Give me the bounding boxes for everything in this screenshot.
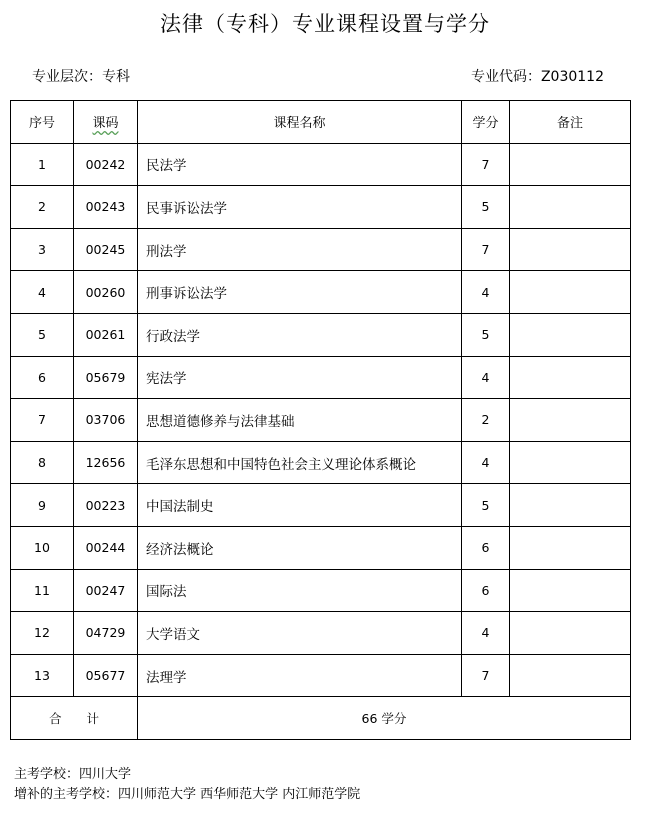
cell-credit: 5: [462, 186, 510, 229]
table-row: [11, 271, 631, 314]
cell-course-code: 00247: [74, 569, 138, 612]
cell-credit: 2: [462, 399, 510, 442]
cell-note: [510, 399, 631, 442]
cell-credit: 4: [462, 271, 510, 314]
cell-index: 13: [11, 654, 74, 697]
cell-course-code: 00261: [74, 313, 138, 356]
table-row: [11, 228, 631, 271]
cell-course-name: 民事诉讼法学: [138, 186, 462, 229]
table-row: [11, 441, 631, 484]
cell-index: 10: [11, 526, 74, 569]
cell-course-code: 00223: [74, 484, 138, 527]
cell-course-name: 法理学: [138, 654, 462, 697]
major-code: 专业代码：Z030112: [470, 69, 604, 85]
cell-note: [510, 186, 631, 229]
cell-note: [510, 271, 631, 314]
cell-index: 9: [11, 484, 74, 527]
cell-note: [510, 441, 631, 484]
total-value: 66 学分: [138, 697, 631, 740]
cell-note: [510, 526, 631, 569]
table-row: [11, 526, 631, 569]
cell-credit: 6: [462, 526, 510, 569]
cell-course-name: 国际法: [138, 569, 462, 612]
cell-credit: 4: [462, 441, 510, 484]
cell-course-name: 毛泽东思想和中国特色社会主义理论体系概论: [138, 441, 462, 484]
table-row: [11, 612, 631, 655]
cell-note: [510, 654, 631, 697]
cell-credit: 7: [462, 143, 510, 186]
table-row: [11, 356, 631, 399]
cell-note: [510, 356, 631, 399]
cell-credit: 4: [462, 612, 510, 655]
cell-index: 11: [11, 569, 74, 612]
cell-credit: 7: [462, 228, 510, 271]
cell-note: [510, 143, 631, 186]
header-course-name: 课程名称: [138, 101, 462, 144]
cell-course-code: 12656: [74, 441, 138, 484]
cell-index: 2: [11, 186, 74, 229]
header-credit: 学分: [462, 101, 510, 144]
cell-course-code: 05679: [74, 356, 138, 399]
cell-index: 8: [11, 441, 74, 484]
table-row: [11, 186, 631, 229]
cell-credit: 4: [462, 356, 510, 399]
cell-index: 3: [11, 228, 74, 271]
table-row: [11, 399, 631, 442]
table-row: [11, 569, 631, 612]
cell-note: [510, 228, 631, 271]
total-label: 合 计: [11, 697, 138, 740]
extra-schools: 增补的主考学校：四川师范大学 西华师范大学 内江师范学院: [14, 787, 361, 802]
cell-credit: 5: [462, 484, 510, 527]
main-school: 主考学校：四川大学: [14, 767, 132, 782]
cell-credit: 7: [462, 654, 510, 697]
cell-credit: 6: [462, 569, 510, 612]
cell-course-name: 思想道德修养与法律基础: [138, 399, 462, 442]
table-row: [11, 313, 631, 356]
table-row: [11, 143, 631, 186]
cell-course-name: 中国法制史: [138, 484, 462, 527]
cell-course-code: 00260: [74, 271, 138, 314]
header-note: 备注: [510, 101, 631, 144]
cell-index: 5: [11, 313, 74, 356]
cell-course-name: 刑事诉讼法学: [138, 271, 462, 314]
cell-course-name: 行政法学: [138, 313, 462, 356]
cell-note: [510, 313, 631, 356]
page-title: 法律（专科）专业课程设置与学分: [160, 12, 490, 36]
cell-course-code: 00244: [74, 526, 138, 569]
major-level: 专业层次：专科: [32, 69, 130, 85]
cell-course-code: 04729: [74, 612, 138, 655]
cell-course-name: 刑法学: [138, 228, 462, 271]
header-course-code-label: 课码: [92, 116, 119, 132]
table-row: [11, 654, 631, 697]
cell-note: [510, 484, 631, 527]
cell-course-code: 00245: [74, 228, 138, 271]
cell-course-code: 05677: [74, 654, 138, 697]
cell-credit: 5: [462, 313, 510, 356]
table-row: [11, 484, 631, 527]
cell-course-code: 00243: [74, 186, 138, 229]
cell-index: 4: [11, 271, 74, 314]
cell-course-name: 民法学: [138, 143, 462, 186]
cell-note: [510, 569, 631, 612]
header-index: 序号: [11, 101, 74, 144]
cell-index: 6: [11, 356, 74, 399]
cell-index: 7: [11, 399, 74, 442]
total-row: [11, 697, 631, 740]
cell-course-name: 宪法学: [138, 356, 462, 399]
cell-index: 12: [11, 612, 74, 655]
table-header-row: [11, 101, 631, 144]
cell-note: [510, 612, 631, 655]
cell-course-name: 大学语文: [138, 612, 462, 655]
header-course-code: [74, 101, 138, 144]
cell-course-name: 经济法概论: [138, 526, 462, 569]
cell-course-code: 00242: [74, 143, 138, 186]
cell-index: 1: [11, 143, 74, 186]
course-table: [10, 100, 631, 740]
cell-course-code: 03706: [74, 399, 138, 442]
